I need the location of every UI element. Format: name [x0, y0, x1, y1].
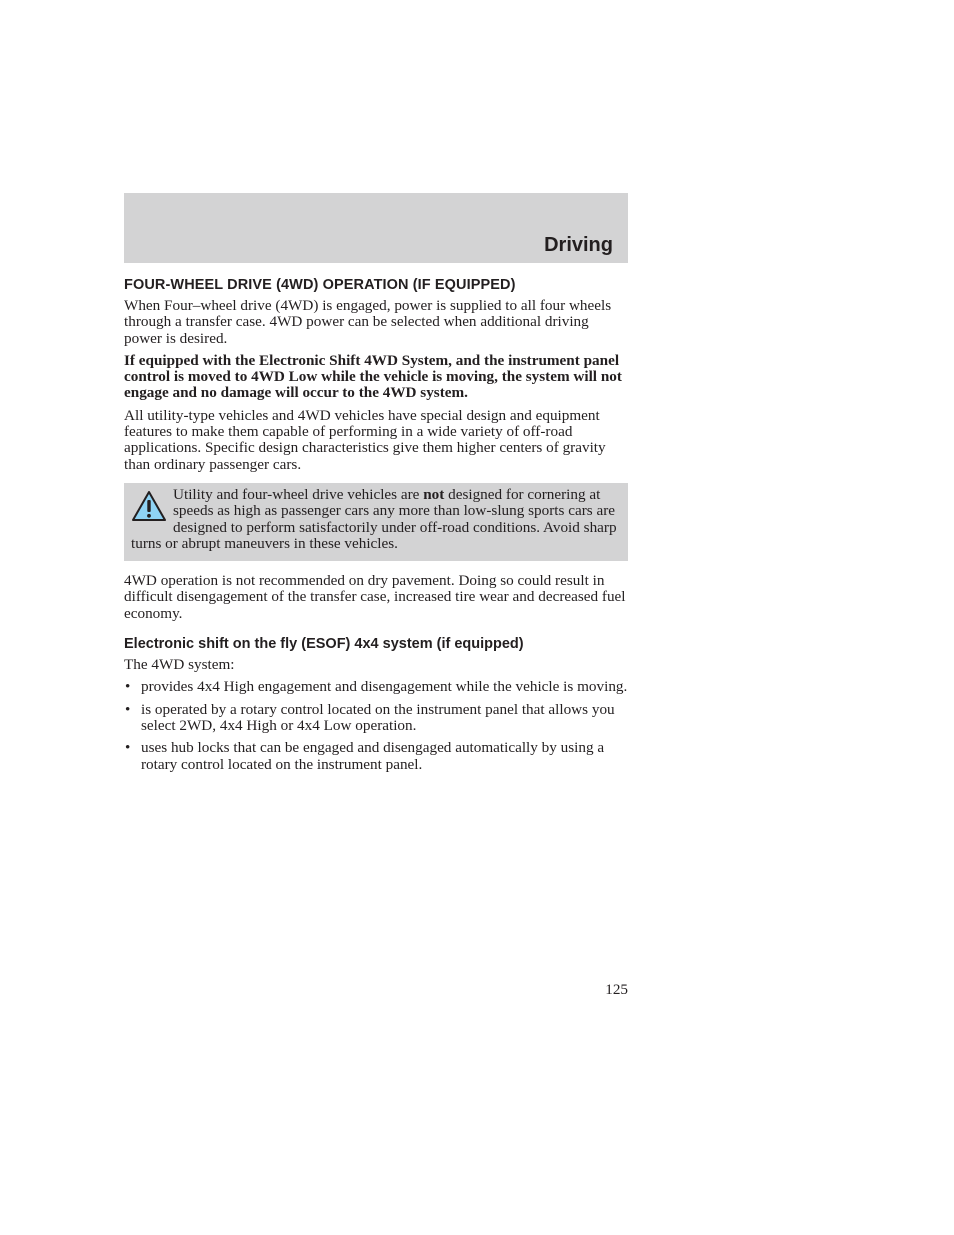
paragraph-design: All utility-type vehicles and 4WD vehicles have special design and equipment features to make them capable of performing in a wide variety of off-road applications. Specific design characteristics give them higher centers of gravity than ordinary passenger cars. [124, 406, 606, 473]
warning-text-start: Utility and four-wheel drive vehicles are [173, 485, 424, 503]
paragraph-bold-note: If equipped with the Electronic Shift 4WD System, and the instrument panel control is moved to 4WD Low while the vehicle is moving, the system will not engage and no damage will occur to the 4WD system. [124, 351, 622, 402]
list-item [124, 679, 628, 695]
page-number: 125 [605, 981, 628, 998]
list-item [124, 702, 628, 735]
list-item-text: is operated by a rotary control located on the instrument panel that allows you select 2WD, 4x4 High or 4x4 Low operation. [141, 700, 615, 734]
section-heading: FOUR-WHEEL DRIVE (4WD) OPERATION (IF EQUIPPED) [124, 277, 516, 293]
subsection-heading: Electronic shift on the fly (ESOF) 4x4 system (if equipped) [124, 636, 524, 653]
warning-text-end: designed for cornering at speeds as high as passenger cars any more than low-slung sports cars are designed to perform satisfactorily under off-road conditions. Avoid sharp turns or abrupt maneuvers in these vehicles. [131, 485, 617, 552]
feature-list [124, 679, 628, 772]
bullet-glyph: • [125, 700, 131, 718]
warning-box [124, 483, 628, 561]
header-band [124, 193, 628, 263]
subsection-intro: The 4WD system: [124, 656, 235, 674]
chapter-title: Driving [544, 234, 613, 256]
page-content [124, 276, 628, 779]
bullet-glyph: • [125, 739, 131, 757]
list-item [124, 740, 628, 773]
list-item-text: provides 4x4 High engagement and disengagement while the vehicle is moving. [141, 678, 628, 696]
bullet-glyph: • [125, 678, 131, 696]
warning-triangle-icon [131, 490, 167, 522]
warning-text [131, 487, 620, 552]
paragraph-intro: When Four–wheel drive (4WD) is engaged, power is supplied to all four wheels through a transfer case. 4WD power can be selected when additional driving power is desired. [124, 297, 612, 347]
warning-text-emphasis: not [423, 485, 445, 503]
paragraph-dry-pavement: 4WD operation is not recommended on dry pavement. Doing so could result in difficult disengagement of the transfer case, increased tire wear and decreased fuel economy. [124, 572, 626, 622]
list-item-text: uses hub locks that can be engaged and disengaged automatically by using a rotary control located on the instrument panel. [141, 739, 605, 773]
